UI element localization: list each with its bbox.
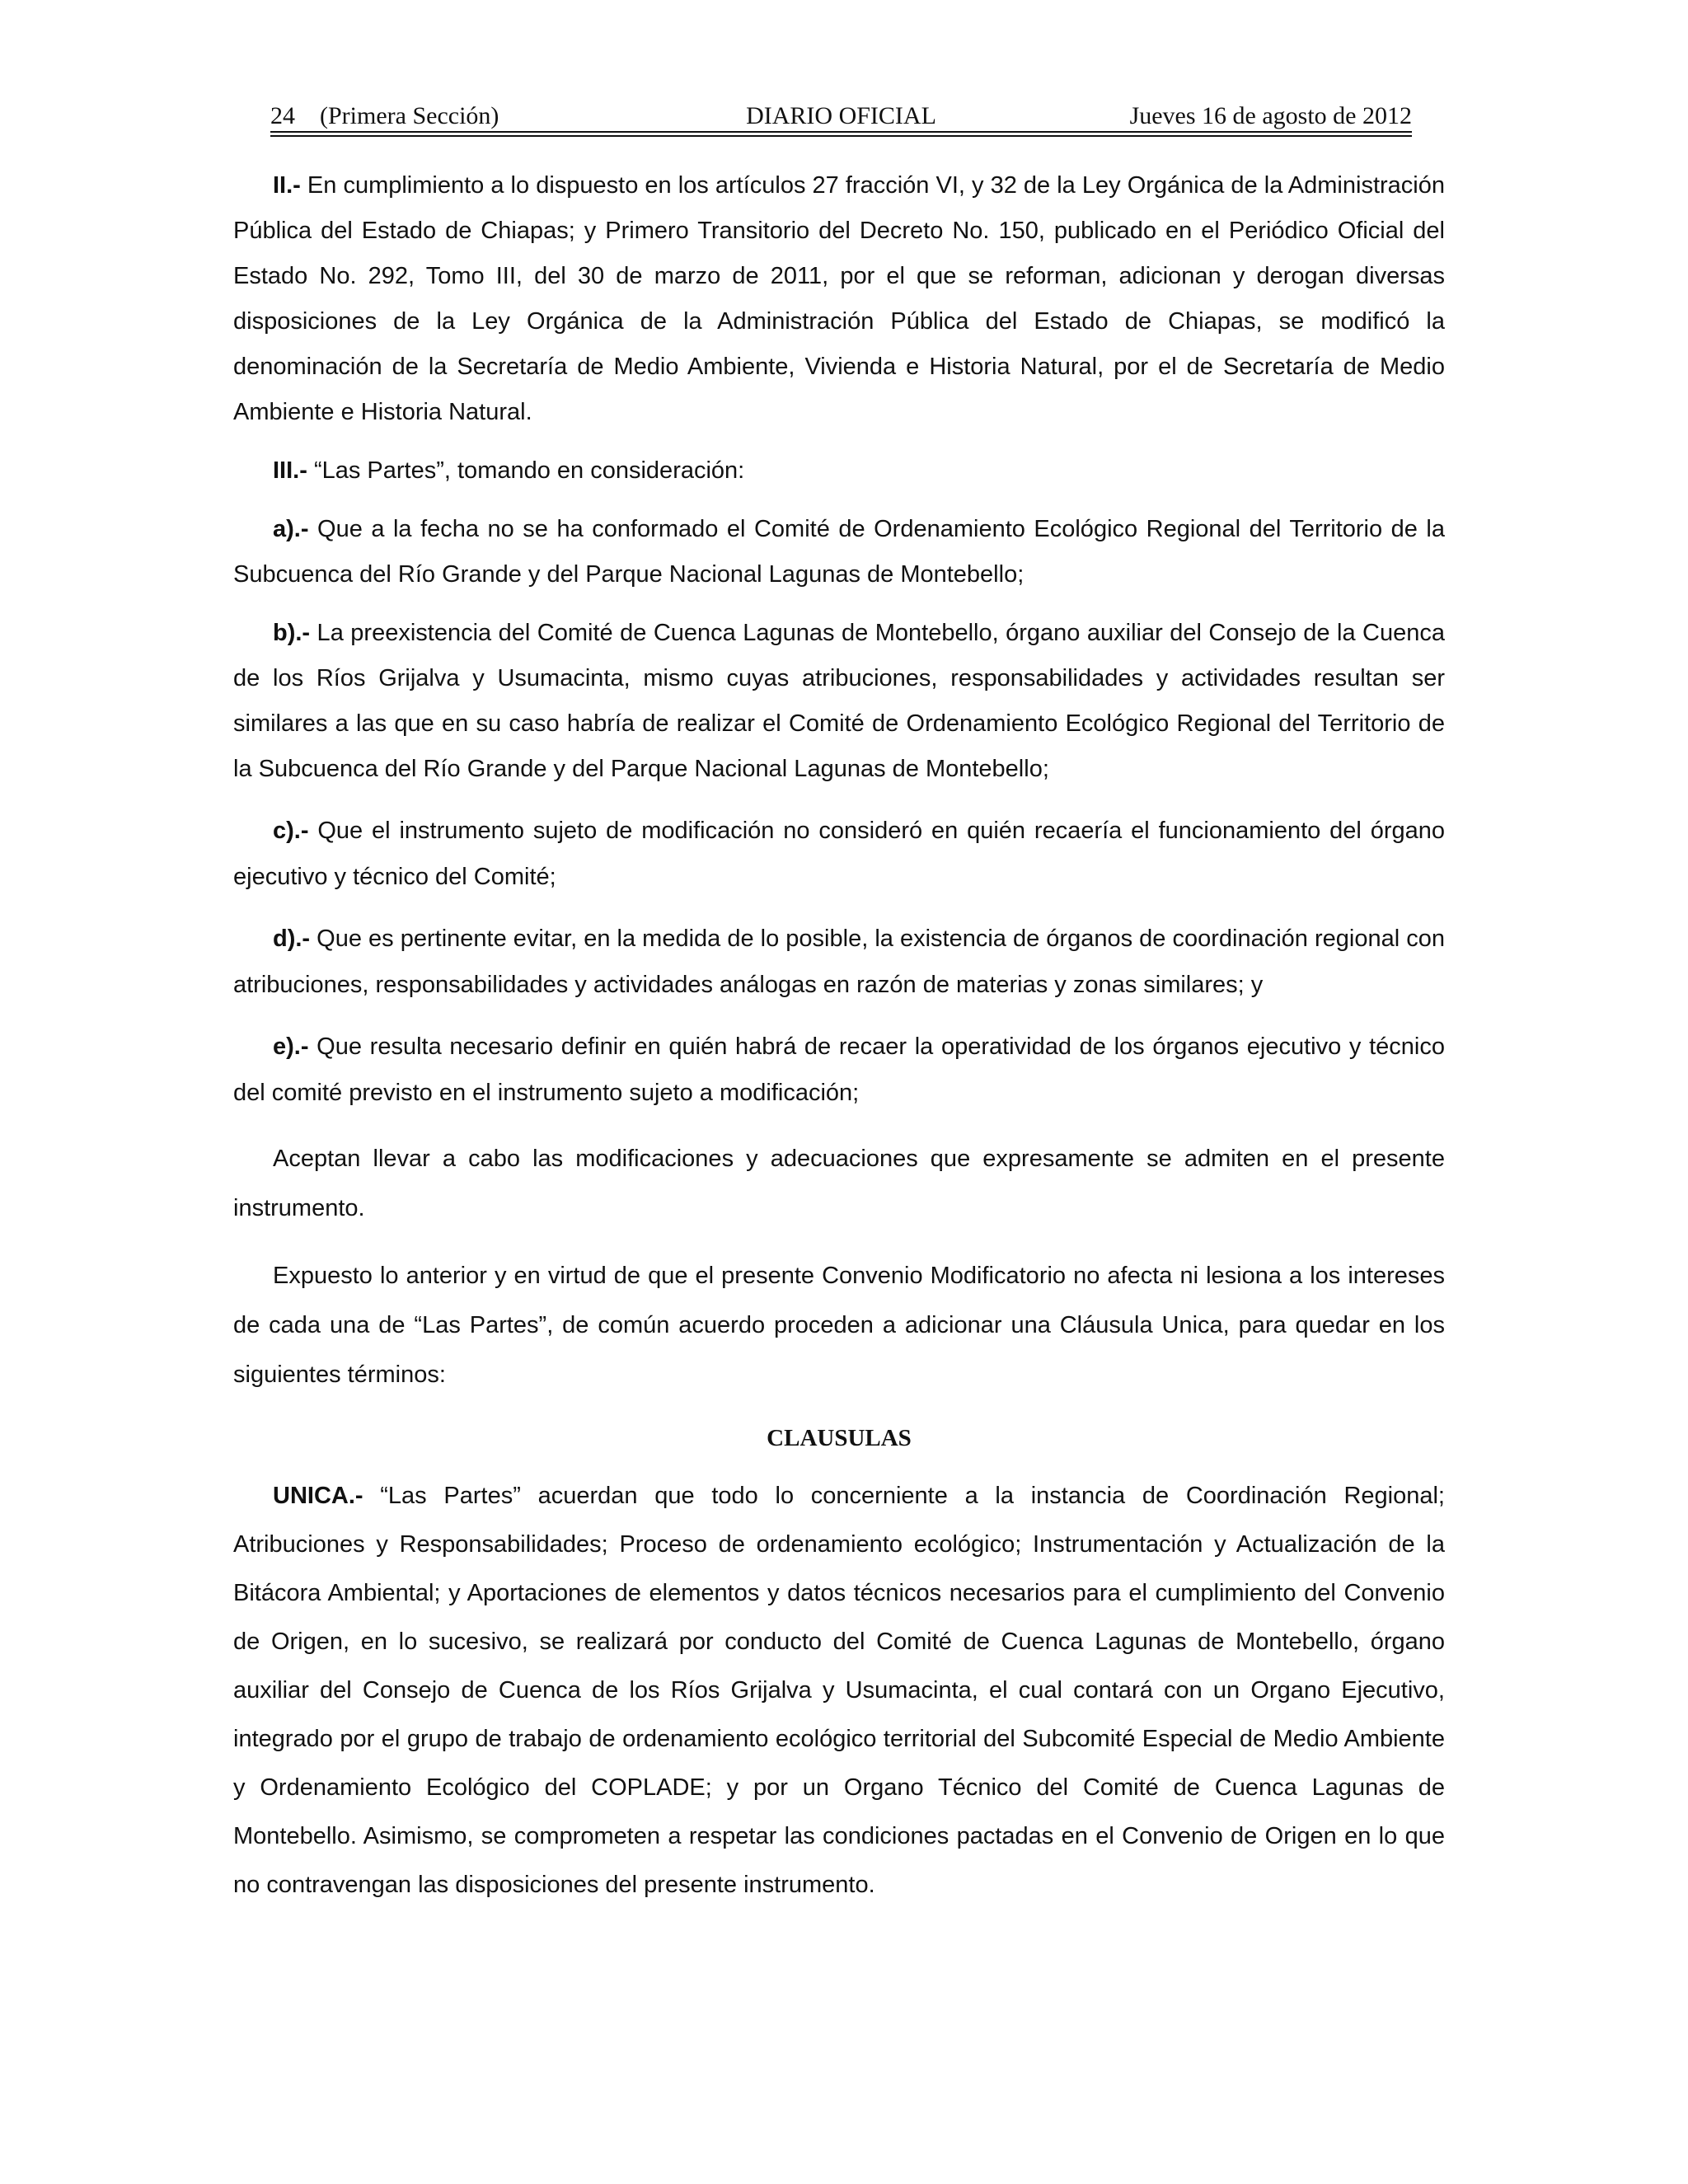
- paragraph-text: En cumplimiento a lo dispuesto en los artículos 27 fracción VI, y 32 de la Ley Orgánica de la Administración Pública del Estado de Chiapas; y Primero Transitorio del Decreto No. 150, publicado en el Periódico Oficial del Estado No. 292, Tomo III, del 30 de marzo de 2011, por el que se reforman, adicionan y derogan diversas disposiciones de la Ley Orgánica de la Administración Pública del Estado de Chiapas, se modificó la denominación de la Secretaría de Medio Ambiente, Vivienda e Historia Natural, por el de Secretaría de Medio Ambiente e Historia Natural.: [233, 172, 1445, 425]
- paragraph-label: c).-: [273, 818, 309, 844]
- paragraph-d: [233, 916, 1445, 1008]
- header-rule-top: [270, 131, 1412, 133]
- header-rule-bottom: [270, 135, 1412, 137]
- page-number: 24: [270, 102, 295, 129]
- publication-title: DIARIO OFICIAL: [746, 102, 936, 129]
- paragraph-label: d).-: [273, 926, 311, 952]
- section-label: (Primera Sección): [320, 102, 499, 129]
- paragraph-label: b).-: [273, 620, 311, 646]
- paragraph-label: a).-: [273, 516, 309, 542]
- clausulas-heading: CLAUSULAS: [767, 1425, 912, 1451]
- page-header: [270, 97, 1412, 135]
- paragraph-text: “Las Partes”, tomando en consideración:: [307, 457, 745, 484]
- paragraph-text: Que a la fecha no se ha conformado el Comité de Ordenamiento Ecológico Regional del Territorio de la Subcuenca del Río Grande y del Parque Nacional Lagunas de Montebello;: [233, 516, 1445, 588]
- paragraph-c: [233, 808, 1445, 900]
- paragraph-text: Que es pertinente evitar, en la medida de lo posible, la existencia de órganos de coordinación regional con atribuciones, responsabilidades y actividades análogas en razón de materias y zonas similares; y: [233, 926, 1445, 998]
- paragraph-unica: [233, 1472, 1445, 1910]
- paragraph-a: [233, 507, 1445, 598]
- paragraph-aceptan: Aceptan llevar a cabo las modificaciones y adecuaciones que expresamente se admiten en el presente instrumento.: [233, 1146, 1445, 1221]
- paragraph-ii: [233, 163, 1445, 435]
- paragraph-label: UNICA.-: [273, 1483, 363, 1509]
- document-body: [233, 163, 1445, 1910]
- publication-date: Jueves 16 de agosto de 2012: [1129, 102, 1412, 129]
- paragraph-label: e).-: [273, 1033, 309, 1060]
- paragraph-text: “Las Partes” acuerdan que todo lo concerniente a la instancia de Coordinación Regional; Atribuciones y Responsabilidades; Proceso de ordenamiento ecológico; Instrumentación y Actualización de la Bitácora Ambiental; y Aportaciones de elementos y datos técnicos necesarios para el cumplimiento del Convenio de Origen, en lo sucesivo, se realizará por conducto del Comité de Cuenca Lagunas de Montebello, órgano auxiliar del Consejo de Cuenca de los Ríos Grijalva y Usumacinta, el cual contará con un Organo Ejecutivo, integrado por el grupo de trabajo de ordenamiento ecológico territorial del Subcomité Especial de Medio Ambiente y Ordenamiento Ecológico del COPLADE; y por un Organo Técnico del Comité de Cuenca Lagunas de Montebello. Asimismo, se comprometen a respetar las condiciones pactadas en el Convenio de Origen en lo que no contravengan las disposiciones del presente instrumento.: [233, 1483, 1445, 1898]
- paragraph-expuesto: Expuesto lo anterior y en virtud de que el presente Convenio Modificatorio no afecta ni lesiona a los intereses de cada una de “Las Partes”, de común acuerdo proceden a adicionar una Cláusula Unica, para quedar en los siguientes términos:: [233, 1263, 1445, 1388]
- paragraph-label: III.-: [273, 457, 307, 484]
- paragraph-b: [233, 611, 1445, 792]
- paragraph-text: Que resulta necesario definir en quién habrá de recaer la operatividad de los órganos ejecutivo y técnico del comité previsto en el instrumento sujeto a modificación;: [233, 1033, 1445, 1106]
- paragraph-text: La preexistencia del Comité de Cuenca Lagunas de Montebello, órgano auxiliar del Consejo de la Cuenca de los Ríos Grijalva y Usumacinta, mismo cuyas atribuciones, responsabilidades y actividades resultan ser similares a las que en su caso habría de realizar el Comité de Ordenamiento Ecológico Regional del Territorio de la Subcuenca del Río Grande y del Parque Nacional Lagunas de Montebello;: [233, 620, 1445, 782]
- paragraph-text: Que el instrumento sujeto de modificación no consideró en quién recaería el funcionamiento del órgano ejecutivo y técnico del Comité;: [233, 818, 1445, 890]
- paragraph-label: II.-: [273, 172, 301, 199]
- paragraph-iii: [233, 448, 1445, 494]
- paragraph-e: [233, 1024, 1445, 1116]
